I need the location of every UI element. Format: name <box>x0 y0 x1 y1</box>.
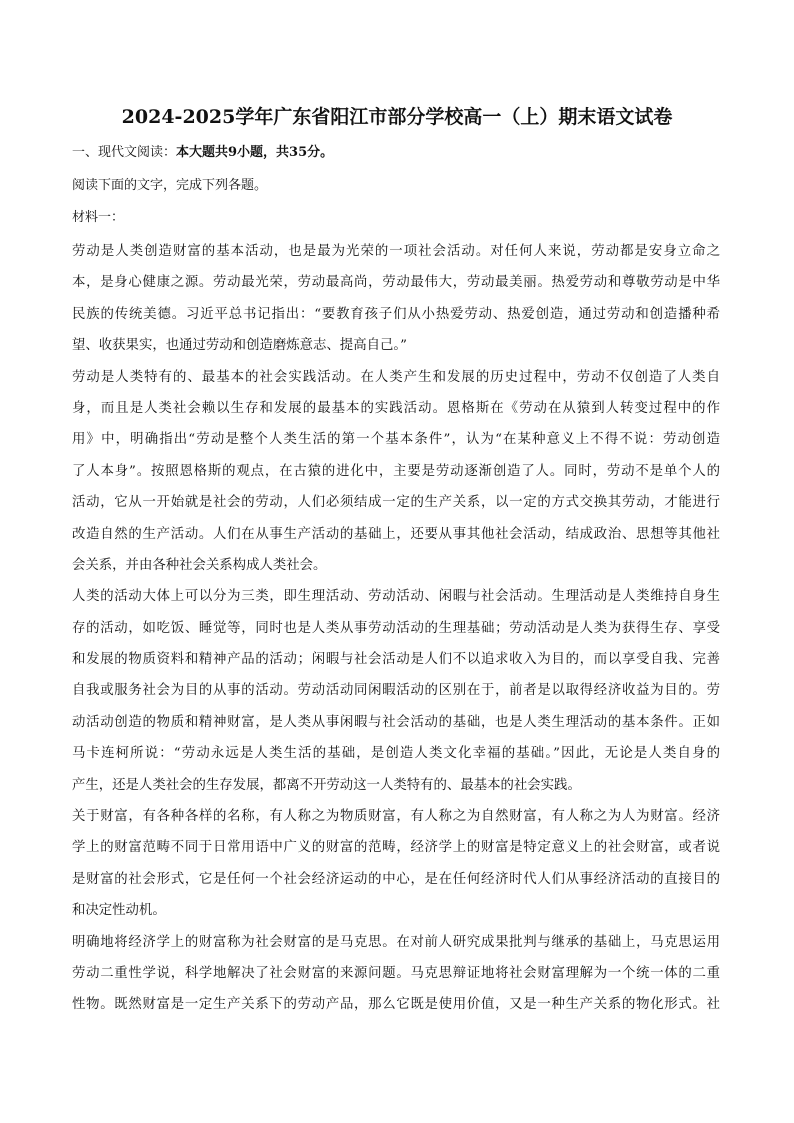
text-line: 劳动是人类特有的、最基本的社会实践活动。在人类产生和发展的历史过程中，劳动不仅创造了人类自 <box>72 369 720 385</box>
paragraph-5 <box>72 927 720 1021</box>
text-line: 和发展的物质资料和精神产品的活动；闲暇与社会活动是人们不以追求收入为目的，而以享受自我、完善 <box>72 652 720 668</box>
text-line: 性物。既然财富是一定生产关系下的劳动产品，那么它既是使用价值，又是一种生产关系的物化形式。社 <box>72 997 720 1013</box>
section-prefix: 一、现代文阅读： <box>72 145 177 160</box>
material-body <box>72 236 720 1021</box>
text-line: 关于财富，有各种各样的名称，有人称之为物质财富，有人称之为自然财富，有人称之为人为财富。经济 <box>72 809 720 825</box>
text-line: 明确地将经济学上的财富称为社会财富的是马克思。在对前人研究成果批判与继承的基础上，马克思运用 <box>72 934 720 950</box>
text-line: 是财富的社会形式，它是任何一个社会经济运动的中心，是在任何经济时代人们从事经济活动的直接目的 <box>72 871 720 887</box>
paragraph-1 <box>72 236 720 362</box>
paragraph-3 <box>72 581 720 801</box>
text-line: 人类的活动大体上可以分为三类，即生理活动、劳动活动、闲暇与社会活动。生理活动是人类维持自身生 <box>72 589 720 605</box>
text-line: 劳动二重性学说，科学地解决了社会财富的来源问题。马克思辩证地将社会财富理解为一个统一体的二重 <box>72 965 720 981</box>
text-line: 望、收获果实，也通过劳动和创造磨炼意志、提高自己。” <box>72 338 407 354</box>
text-line: 用》中，明确指出“劳动是整个人类生活的第一个基本条件”，认为“在某种意义上不得不说：劳动创造 <box>72 432 720 448</box>
text-line: 身，而且是人类社会赖以生存和发展的最基本的实践活动。恩格斯在《劳动在从猿到人转变过程中的作 <box>72 400 720 416</box>
text-line: 产生，还是人类社会的生存发展，都离不开劳动这一人类特有的、最基本的社会实践。 <box>72 777 581 793</box>
material-label: 材料一： <box>72 210 125 225</box>
text-line: 自我或服务社会为目的从事的活动。劳动活动同闲暇活动的区别在于，前者是以取得经济收益为目的。劳 <box>72 683 720 699</box>
text-line: 学上的财富范畴不同于日常用语中广义的财富的范畴，经济学上的财富是特定意义上的社会财富，或者说 <box>72 840 720 856</box>
text-line: 民族的传统美德。习近平总书记指出：“要教育孩子们从小热爱劳动、热爱创造，通过劳动和创造播种希 <box>72 306 720 322</box>
text-line: 本，是身心健康之源。劳动最光荣，劳动最高尚，劳动最伟大，劳动最美丽。热爱劳动和尊敬劳动是中华 <box>72 275 720 291</box>
text-line: 改造自然的生产活动。人们在从事生产活动的基础上，还要从事其他社会活动，结成政治、思想等其他社 <box>72 526 720 542</box>
paragraph-4 <box>72 801 720 927</box>
text-line: 劳动是人类创造财富的基本活动，也是最为光荣的一项社会活动。对任何人来说，劳动都是安身立命之 <box>72 244 720 259</box>
text-line: 了人本身”。按照恩格斯的观点，在古猿的进化中，主要是劳动逐渐创造了人。同时，劳动不是单个人的 <box>72 463 720 479</box>
text-line: 存的活动，如吃饭、睡觉等，同时也是人类从事劳动活动的生理基础；劳动活动是人类为获得生存、享受 <box>72 620 720 636</box>
paragraph-2 <box>72 362 720 582</box>
reading-instruction: 阅读下面的文字，完成下列各题。 <box>72 178 268 193</box>
text-line: 会关系，并由各种社会关系构成人类社会。 <box>72 557 327 573</box>
text-line: 马卡连柯所说：“劳动永远是人类生活的基础，是创造人类文化幸福的基础。”因此，无论是人类自身的 <box>72 746 720 762</box>
text-line: 动活动创造的物质和精神财富，是人类从事闲暇与社会活动的基础，也是人类生理活动的基本条件。正如 <box>72 714 720 730</box>
section-heading <box>72 141 333 165</box>
document-title: 2024-2025学年广东省阳江市部分学校高一（上）期末语文试卷 <box>121 106 673 128</box>
text-line: 和决定性动机。 <box>72 903 166 919</box>
text-line: 活动，它从一开始就是社会的劳动，人们必须结成一定的生产关系，以一定的方式交换其劳动，才能进行 <box>72 495 720 511</box>
section-detail: 本大题共9小题，共35分。 <box>176 145 334 160</box>
